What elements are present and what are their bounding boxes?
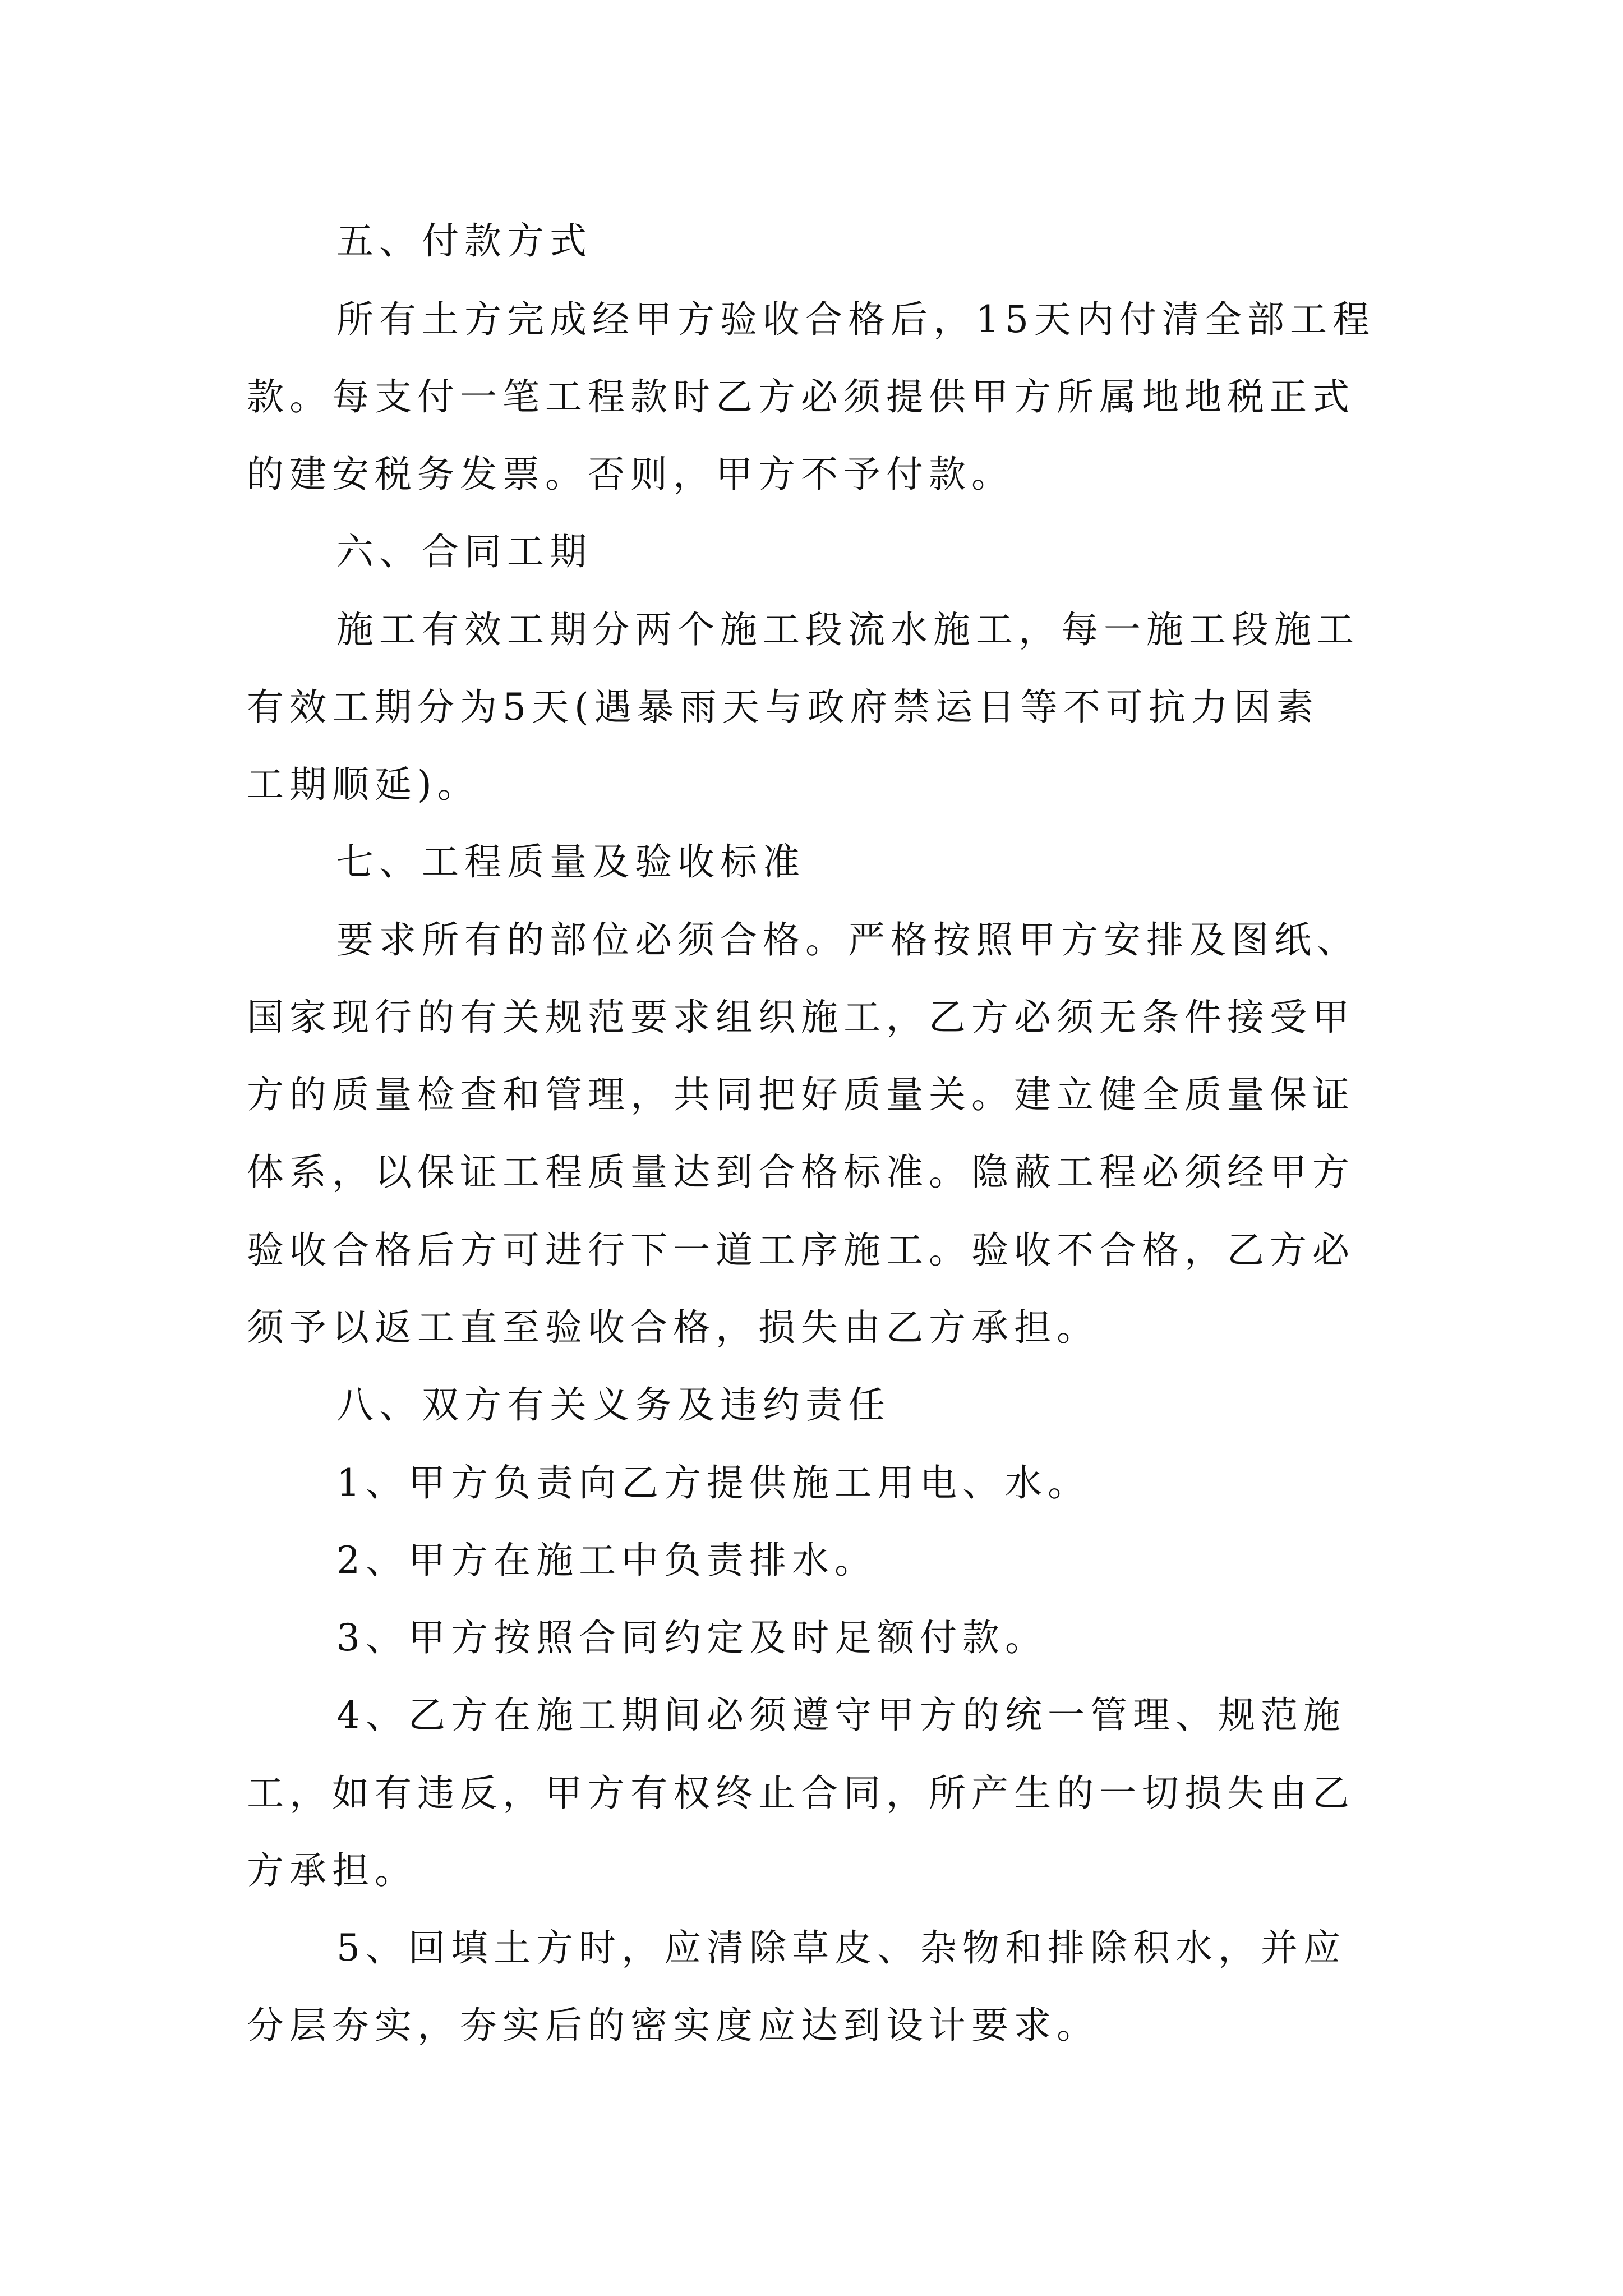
paragraph-line: 款。每支付一笔工程款时乙方必须提供甲方所属地地税正式	[247, 375, 1355, 418]
paragraph-line: 有效工期分为5天(遇暴雨天与政府禁运日等不可抗力因素	[247, 685, 1319, 729]
paragraph-line: 施工有效工期分两个施工段流水施工，每一施工段施工	[336, 608, 1359, 651]
section-heading-obligations: 八、双方有关义务及违约责任	[336, 1383, 891, 1427]
section-heading-contract-period: 六、合同工期	[336, 530, 592, 573]
paragraph-line: 国家现行的有关规范要求组织施工，乙方必须无条件接受甲	[247, 996, 1355, 1039]
paragraph-line: 所有土方完成经甲方验收合格后，15天内付清全部工程	[336, 298, 1375, 341]
list-item: 5、回填土方时，应清除草皮、杂物和排除积水，并应	[336, 1926, 1346, 1970]
list-item: 4、乙方在施工期间必须遵守甲方的统一管理、规范施	[336, 1694, 1346, 1737]
section-heading-quality: 七、工程质量及验收标准	[336, 840, 805, 884]
paragraph-line: 须予以返工直至验收合格，损失由乙方承担。	[247, 1306, 1099, 1349]
list-item-continuation: 方承担。	[247, 1849, 417, 1892]
list-item: 2、甲方在施工中负责排水。	[336, 1539, 877, 1582]
list-item-continuation: 分层夯实，夯实后的密实度应达到设计要求。	[247, 2004, 1099, 2047]
paragraph-line: 工期顺延)。	[247, 763, 480, 806]
paragraph-line: 验收合格后方可进行下一道工序施工。验收不合格，乙方必	[247, 1228, 1355, 1272]
section-heading-payment: 五、付款方式	[336, 219, 592, 263]
paragraph-line: 要求所有的部位必须合格。严格按照甲方安排及图纸、	[336, 918, 1359, 961]
paragraph-line: 方的质量检查和管理，共同把好质量关。建立健全质量保证	[247, 1073, 1355, 1116]
list-item-continuation: 工，如有违反，甲方有权终止合同，所产生的一切损失由乙	[247, 1772, 1355, 1815]
paragraph-line: 体系，以保证工程质量达到合格标准。隐蔽工程必须经甲方	[247, 1151, 1355, 1194]
paragraph-line: 的建安税务发票。否则，甲方不予付款。	[247, 453, 1014, 496]
list-item: 1、甲方负责向乙方提供施工用电、水。	[336, 1461, 1090, 1504]
list-item: 3、甲方按照合同约定及时足额付款。	[336, 1616, 1048, 1659]
